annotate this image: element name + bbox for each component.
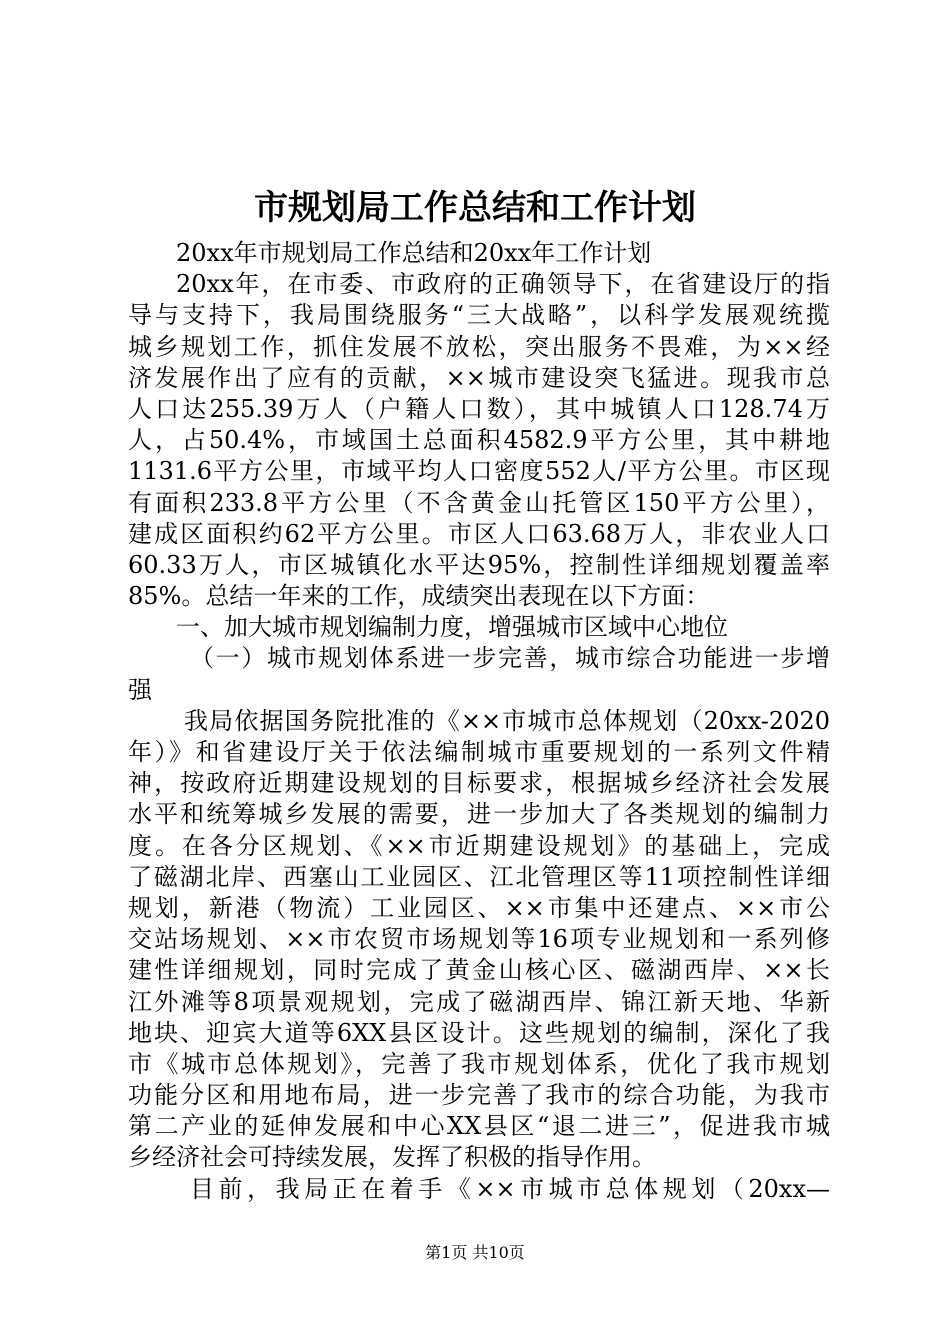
paragraph-line: 建成区面积约62平方公里。市区人口63.68万人，非农业人口 — [128, 519, 830, 548]
paragraph-line: 了磁湖北岸、西塞山工业园区、江北管理区等11项控制性详细 — [128, 862, 830, 891]
paragraph-line: 目前，我局正在着手《××市城市总体规划（20xx— — [190, 1174, 830, 1203]
paragraph-line: 建性详细规划，同时完成了黄金山核心区、磁湖西岸、××长 — [128, 956, 830, 985]
subsection-heading: 强 — [128, 675, 152, 704]
paragraph-line: 年）》和省建设厅关于依法编制城市重要规划的一系列文件精 — [128, 738, 830, 766]
paragraph-line: 功能分区和用地布局，进一步完善了我市的综合功能，为我市 — [128, 1081, 830, 1110]
paragraph-line: 人口达255.39万人（户籍人口数），其中城镇人口128.74万 — [128, 394, 830, 423]
paragraph-line: 规划，新港（物流）工业园区、××市集中还建点、××市公 — [128, 893, 830, 922]
section-heading: 一、加大城市规划编制力度，增强城市区域中心地位 — [176, 613, 728, 642]
paragraph-line: 水平和统筹城乡发展的需要，进一步加大了各类规划的编制力 — [128, 800, 830, 829]
paragraph-line: 20xx年，在市委、市政府的正确领导下，在省建设厅的指 — [176, 270, 830, 299]
subtitle-line: 20xx年市规划局工作总结和20xx年工作计划 — [176, 239, 652, 267]
subsection-heading: （一）城市规划体系进一步完善，城市综合功能进一步增 — [190, 644, 830, 673]
paragraph-line: 第二产业的延伸发展和中心XX县区“退二进三”，促进我市城 — [128, 1112, 830, 1141]
paragraph-line: 60.33万人，市区城镇化水平达95%，控制性详细规划覆盖率 — [128, 550, 830, 579]
paragraph-line: 地块、迎宾大道等6XX县区设计。这些规划的编制，深化了我 — [128, 1018, 830, 1047]
page-number-footer: 第1页 共10页 — [425, 1243, 525, 1262]
document-title: 市规划局工作总结和工作计划 — [254, 188, 696, 228]
paragraph-line: 乡经济社会可持续发展，发挥了积极的指导作用。 — [128, 1143, 656, 1172]
document-body — [128, 238, 830, 1205]
paragraph-line: 导与支持下，我局围绕服务“三大战略”，以科学发展观统揽 — [128, 301, 830, 330]
paragraph-line: 我局依据国务院批准的《××市城市总体规划（20xx-2020 — [184, 706, 830, 735]
paragraph-line: 交站场规划、××市农贸市场规划等16项专业规划和一系列修 — [128, 925, 830, 954]
paragraph-line: 人，占50.4%，市域国土总面积4582.9平方公里，其中耕地 — [128, 426, 830, 455]
paragraph-line: 江外滩等8项景观规划，完成了磁湖西岸、锦江新天地、华新 — [128, 987, 830, 1016]
paragraph-line: 有面积233.8平方公里（不含黄金山托管区150平方公里）， — [128, 488, 830, 517]
paragraph-line: 度。在各分区规划、《××市近期建设规划》的基础上，完成 — [128, 831, 830, 860]
paragraph-line: 城乡规划工作，抓住发展不放松，突出服务不畏难，为××经 — [128, 332, 830, 361]
paragraph-line: 85%。总结一年来的工作，成绩突出表现在以下方面： — [128, 582, 710, 611]
paragraph-line: 神，按政府近期建设规划的目标要求，根据城乡经济社会发展 — [128, 769, 830, 798]
paragraph-line: 济发展作出了应有的贡献，××城市建设突飞猛进。现我市总 — [128, 363, 830, 392]
paragraph-line: 市《城市总体规划》，完善了我市规划体系，优化了我市规划 — [128, 1049, 830, 1078]
paragraph-line: 1131.6平方公里，市域平均人口密度552人/平方公里。市区现 — [128, 457, 830, 486]
